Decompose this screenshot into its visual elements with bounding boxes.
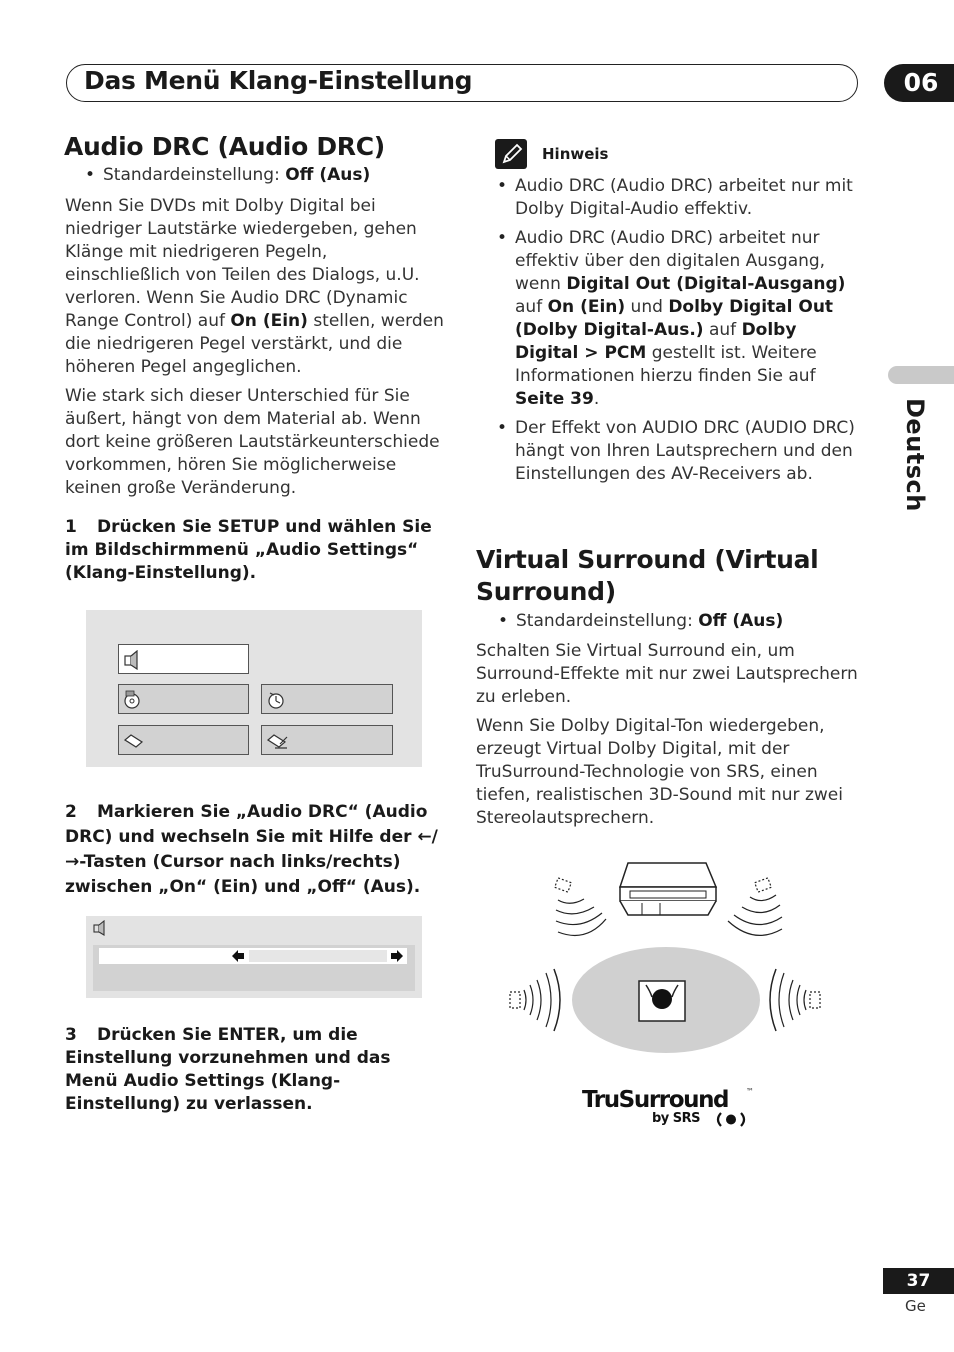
hint-list [497,175,859,492]
vs-body [476,610,860,836]
menu-play-mode-button[interactable] [261,684,393,714]
speaker-right-icon [770,969,820,1031]
disc-icon [123,690,145,710]
section-title-virtual-surround: Virtual Surround (Virtual Surround) [476,545,819,606]
hint-bullet-1: • Audio DRC (Audio DRC) arbeitet nur mit Dolby Digital-Audio effektiv. [497,175,859,221]
srs-emblem-icon [714,1112,748,1127]
vs-paragraph-2: Wenn Sie Dolby Digital-Ton wiedergeben, erzeugt Virtual Dolby Digital, mit der TruSurround-Technologie von SRS, einen tiefen, realistischen 3D-Sound mit nur zwei Stereolautsprechern. [476,716,843,828]
page-number: 37 [883,1268,954,1294]
step-3: 3 Drücken Sie ENTER, um die Einstellung vorzunehmen und das Menü Audio Settings (Klang-Einstellung) zu verlassen. [65,1025,391,1114]
drc-body [65,164,445,506]
language-label: Deutsch [901,398,929,512]
drc-paragraph-2: Wie stark sich dieser Unterschied für Sie äußert, hängt von dem Material ab. Wenn dort keine größeren Lautstärkeunterschiede vorkommen, hören Sie möglicherweise keinen große Veränderung. [65,386,440,498]
arrow-left-icon[interactable] [231,949,245,963]
trusurround-logo [582,1087,757,1131]
listener-icon [639,981,685,1021]
tv-icon [620,863,716,915]
section-title-audio-drc: Audio DRC (Audio DRC) [64,132,385,161]
menu-general-button[interactable] [261,725,393,755]
setup-menu-screen [86,610,422,767]
hint-bullet-3: • Der Effekt von AUDIO DRC (AUDIO DRC) hängt von Ihren Lautsprechern und den Einstellungen des AV-Receivers ab. [497,417,859,486]
drc-paragraph-1: Wenn Sie DVDs mit Dolby Digital bei niedriger Lautstärke wiedergeben, gehen Klänge mit niedrigeren Pegeln, einschließlich von Teilen des Dialogs, u.U. verloren. Wenn Sie Audio DRC (Dynamic Range Control) auf On (Ein) stellen, werden die niedrigeren Pegel verstärkt, und die höheren Pegel angeglichen. [65,196,444,377]
tag-edit-icon [266,731,290,751]
drc-setting-row[interactable] [99,948,407,964]
drc-default: • Standardeinstellung: Off (Aus) [85,164,445,187]
logo-by-srs: by SRS [652,1111,701,1126]
speaker-icon [93,920,109,936]
page-title: Das Menü Klang-Einstellung [84,66,473,95]
pencil-icon [495,139,527,169]
step-2: 2 Markieren Sie „Audio DRC“ (Audio DRC) und wechseln Sie mit Hilfe der ←/→-Tasten (Cursor nach links/rechts) zwischen „On“ (Ein) und „Off“ (Aus). [65,802,438,897]
menu-audio-settings-button[interactable] [118,644,249,674]
note-badge [495,139,527,169]
virtual-speaker-front-left-icon [555,878,606,936]
logo-wordmark: TruSurround [582,1087,729,1113]
audio-drc-screen [86,916,422,998]
drc-value-field [249,950,387,962]
tag-icon [123,731,145,751]
menu-language-button[interactable] [118,725,249,755]
drc-setting-panel [93,945,415,991]
step-1: 1 Drücken Sie SETUP und wählen Sie im Bildschirmmenü „Audio Settings“ (Klang-Einstellung). [65,517,432,583]
note-label: Hinweis [542,145,609,163]
virtual-surround-illustration [500,855,840,1065]
speaker-icon [123,650,145,670]
chapter-badge: 06 [884,64,954,102]
logo-trademark: ™ [746,1087,754,1096]
menu-video-settings-button[interactable] [118,684,249,714]
vs-paragraph-1: Schalten Sie Virtual Surround ein, um Surround-Effekte mit nur zwei Lautsprechern zu erleben. [476,641,858,707]
language-tab [888,366,954,384]
speaker-left-icon [510,969,560,1031]
hint-bullet-2: • Audio DRC (Audio DRC) arbeitet nur effektiv über den digitalen Ausgang, wenn Digital Out (Digital-Ausgang) auf On (Ein) und Dolby Digital Out (Dolby Digital-Aus.) auf Dolby Digital > PCM gestellt ist. Weitere Informationen hierzu finden Sie auf Seite 39. [497,227,859,411]
page-language-code: Ge [905,1297,926,1315]
virtual-speaker-front-right-icon [728,878,782,935]
disc-timer-icon [266,690,288,710]
vs-default: • Standardeinstellung: Off (Aus) [498,610,860,633]
arrow-right-icon[interactable] [390,949,404,963]
